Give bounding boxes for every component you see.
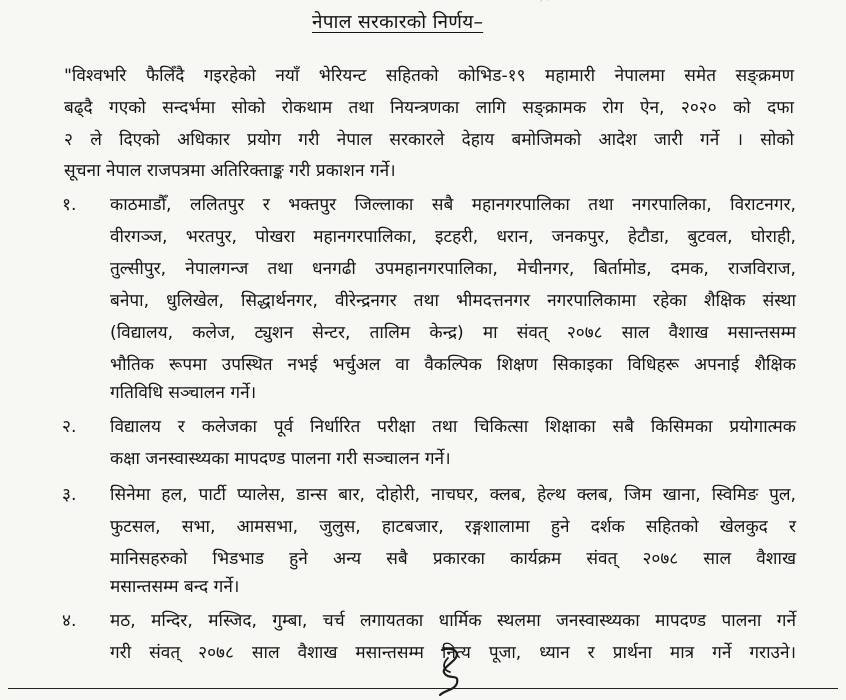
item-line: सिनेमा हल, पार्टी प्यालेस, डान्स बार, दोहोरी, नाचघर, क्लब, हेल्थ क्लब, जिम खाना, स्विमिङ पुल,	[110, 485, 796, 505]
item-number: ३.	[62, 485, 77, 505]
item-line: काठमाडौँ, ललितपुर र भक्तपुर जिल्लाका सबै महानगरपालिका तथा नगरपालिका, विराटनगर,	[110, 195, 796, 215]
intro-line: बढ्दै गएको सन्दर्भमा सोको रोकथाम तथा नियन्त्रणका लागि सङ्क्रामक रोग ऐन, २०२० को दफा	[64, 98, 794, 118]
item-number: ४.	[62, 611, 77, 631]
intro-line: "विश्वभरि फैलिँदै गइरहेको नयाँ भेरियन्ट सहितको कोभिड-१९ महामारी नेपालमा समेत सङ्क्रमण	[64, 66, 794, 86]
scan-mark: ʾ ˊ	[540, 0, 551, 9]
bottom-divider	[8, 688, 838, 689]
item-line: मठ, मन्दिर, मस्जिद, गुम्बा, चर्च लगायतका धार्मिक स्थलमा जनस्वास्थ्यका मापदण्ड पालना गर्ने	[110, 611, 796, 631]
item-line: (विद्यालय, कलेज, ट्युशन सेन्टर, तालिम केन्द्र) मा संवत् २०७८ साल वैशाख मसान्तसम्म	[110, 323, 796, 343]
intro-line: २ ले दिएको अधिकार प्रयोग गरी नेपाल सरकारले देहाय बमोजिमको आदेश जारी गर्ने । सोको	[64, 130, 794, 150]
item-line: वीरगञ्ज, भरतपुर, पोखरा महानगरपालिका, इटहरी, धरान, जनकपुर, हेटौडा, बुटवल, घोराही,	[110, 227, 796, 247]
item-line: विद्यालय र कलेजका पूर्व निर्धारित परीक्षा तथा चिकित्सा शिक्षाका सबै किसिमका प्रयोगात्मक	[110, 417, 796, 437]
item-line: गरी संवत् २०७८ साल वैशाख मसान्तसम्म नित्य पूजा, ध्यान र प्रार्थना मात्र गर्ने गराउने।	[110, 643, 796, 663]
item-line: कक्षा जनस्वास्थ्यका मापदण्ड पालना गरी सञ्चालन गर्ने।	[110, 449, 451, 469]
signature-mark	[412, 640, 482, 700]
item-line: फुटसल, सभा, आमसभा, जुलुस, हाटबजार, रङ्गशालामा हुने दर्शक सहितको खेलकुद र	[110, 517, 796, 537]
item-line: गतिविधि सञ्चालन गर्ने।	[110, 383, 257, 403]
document-title: नेपाल सरकारको निर्णय–	[312, 11, 484, 33]
item-number: १.	[62, 195, 77, 215]
item-number: २.	[62, 417, 77, 437]
item-line: भौतिक रूपमा उपस्थित नभई भर्चुअल वा वैकल्पिक शिक्षण सिकाइका विधिहरू अपनाई शैक्षिक	[110, 355, 796, 375]
intro-line: सूचना नेपाल राजपत्रमा अतिरिक्ताङ्क गरी प्रकाशन गर्ने।	[64, 161, 396, 181]
item-line: मसान्तसम्म बन्द गर्ने।	[110, 577, 240, 597]
item-line: बनेपा, धुलिखेल, सिद्धार्थनगर, वीरेन्द्रनगर तथा भीमदत्तनगर नगरपालिकामा रहेका शैक्षिक संस्था	[110, 291, 796, 311]
item-line: तुल्सीपुर, नेपालगन्ज तथा धनगढी उपमहानगरपालिका, मेचीनगर, बिर्तामोड, दमक, राजविराज,	[110, 259, 796, 279]
item-line: मानिसहरुको भिडभाड हुने अन्य सबै प्रकारका कार्यक्रम संवत् २०७८ साल वैशाख	[110, 549, 796, 569]
